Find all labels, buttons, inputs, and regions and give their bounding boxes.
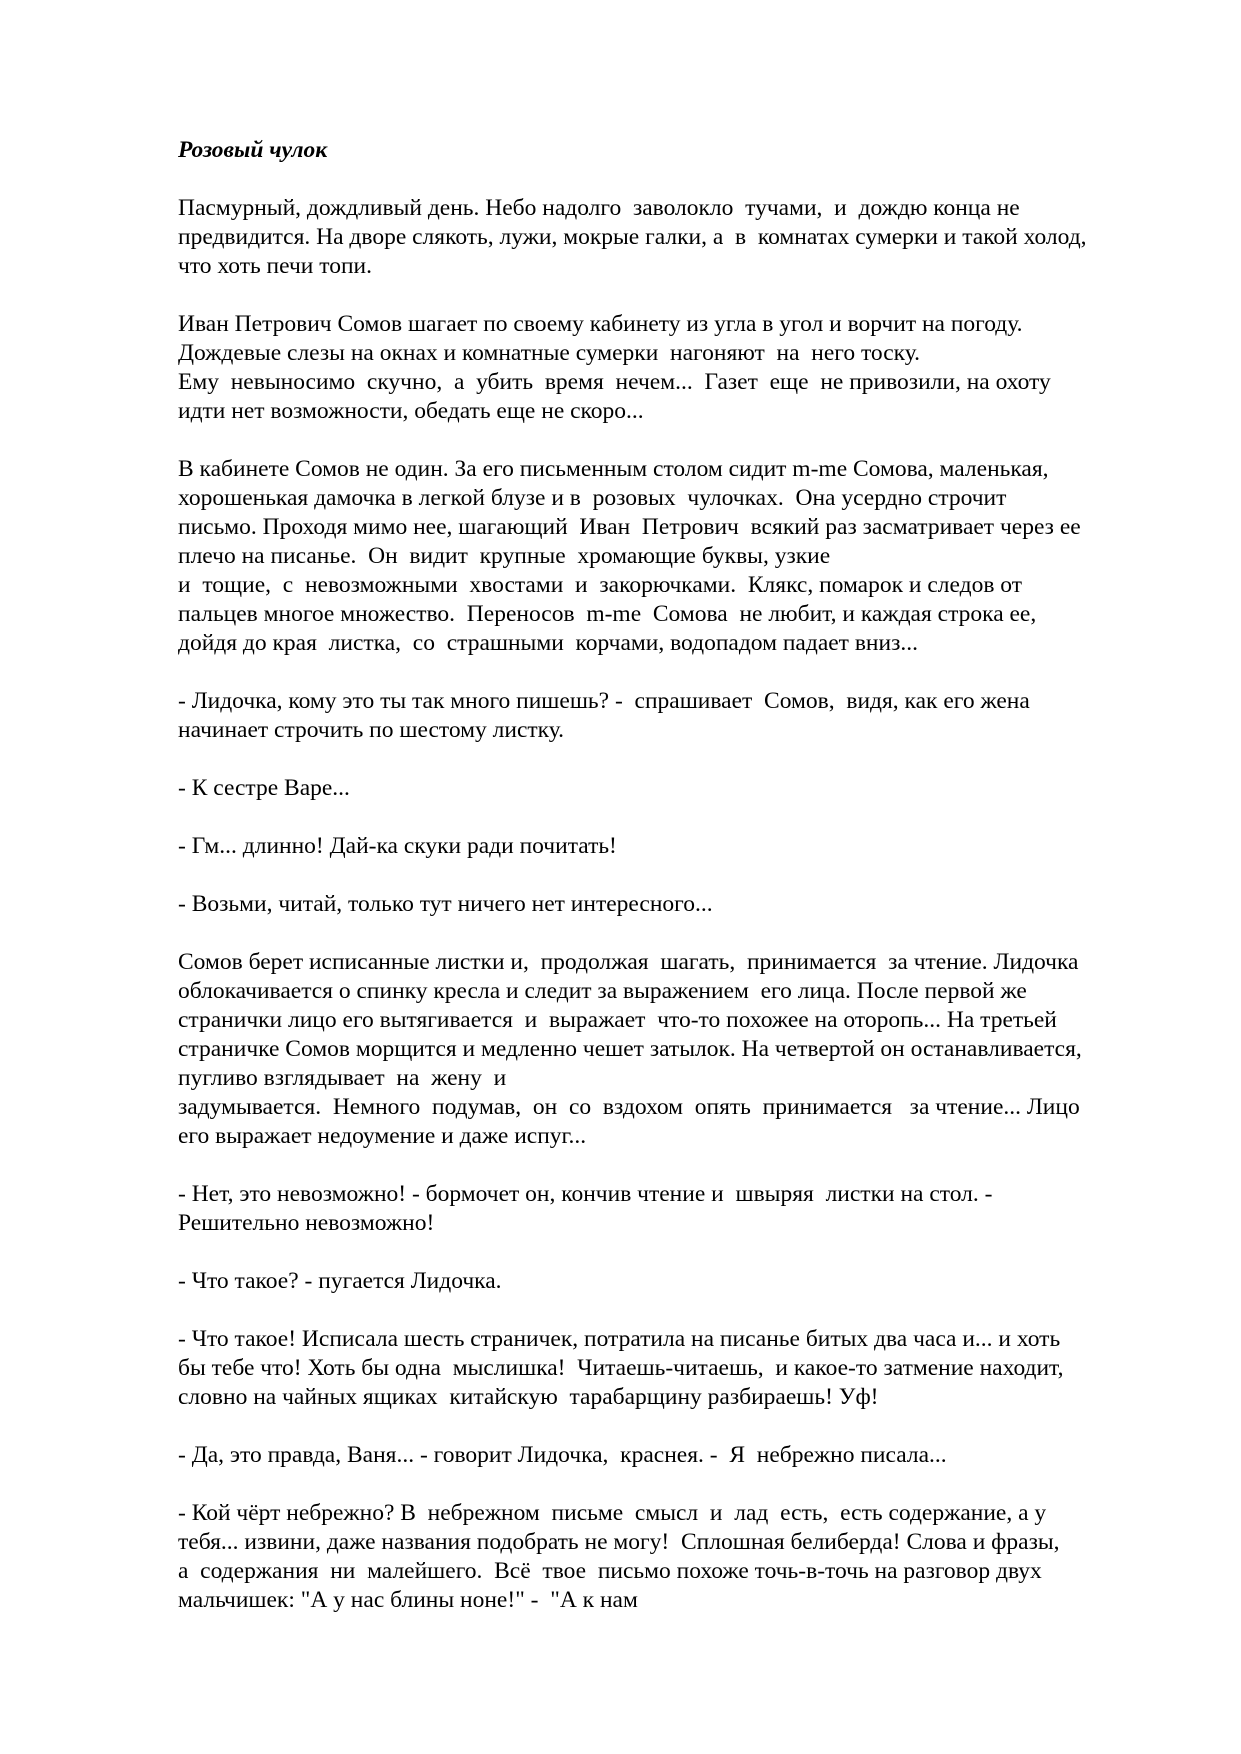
text-line: Дождевые слезы на окнах и комнатные сумерки нагоняют на него тоску.	[178, 340, 921, 366]
text-line: странички лицо его вытягивается и выражает что-то похожее на оторопь... На третьей	[178, 1007, 1057, 1033]
text-line: тебя... извини, даже названия подобрать не могу! Сплошная белиберда! Слова и фразы,	[178, 1529, 1060, 1555]
text-line: - Кой чёрт небрежно? В небрежном письме смысл и лад есть, есть содержание, а у	[178, 1500, 1047, 1526]
paragraph-11	[178, 1325, 1168, 1412]
paragraph-1	[178, 194, 1168, 281]
text-line: - К сестре Варе...	[178, 775, 350, 801]
text-line: начинает строчить по шестому листку.	[178, 717, 565, 743]
story-title: Розовый чулок	[178, 137, 328, 163]
story-text	[178, 136, 1168, 1644]
text-line: - Да, это правда, Ваня... - говорит Лидочка, краснея. - Я небрежно писала...	[178, 1442, 947, 1468]
paragraph-6	[178, 832, 1168, 861]
text-line: Ему невыносимо скучно, а убить время нечем... Газет еще не привозили, на охоту	[178, 369, 1051, 395]
text-line: облокачивается о спинку кресла и следит за выражением его лица. После первой же	[178, 978, 1027, 1004]
text-line: что хоть печи топи.	[178, 253, 372, 279]
text-line: и тощие, с невозможными хвостами и закорючками. Клякс, помарок и следов от	[178, 572, 1023, 598]
paragraph-12	[178, 1441, 1168, 1470]
text-line: пальцев многое множество. Переносов m-me Сомова не любит, и каждая строка ее,	[178, 601, 1037, 627]
text-line: - Лидочка, кому это ты так много пишешь? - спрашивает Сомов, видя, как его жена	[178, 688, 1030, 714]
text-line: - Что такое! Исписала шесть страничек, потратила на писанье битых два часа и... и хоть	[178, 1326, 1061, 1352]
text-line: а содержания ни малейшего. Всё твое письмо похоже точь-в-точь на разговор двух	[178, 1558, 1042, 1584]
text-line: словно на чайных ящиках китайскую тарабарщину разбираешь! Уф!	[178, 1384, 879, 1410]
text-line: Сомов берет исписанные листки и, продолжая шагать, принимается за чтение. Лидочка	[178, 949, 1079, 975]
paragraph-2	[178, 310, 1168, 426]
text-line: Иван Петрович Сомов шагает по своему кабинету из угла в угол и ворчит на погоду.	[178, 311, 1023, 337]
paragraph-13	[178, 1499, 1168, 1615]
text-line: страничке Сомов морщится и медленно чешет затылок. На четвертой он останавливается,	[178, 1036, 1082, 1062]
text-line: письмо. Проходя мимо нее, шагающий Иван Петрович всякий раз засматривает через ее	[178, 514, 1081, 540]
text-line: бы тебе что! Хоть бы одна мыслишка! Читаешь-читаешь, и какое-то затмение находит,	[178, 1355, 1064, 1381]
text-line: его выражает недоумение и даже испуг...	[178, 1123, 587, 1149]
text-line: хорошенькая дамочка в легкой блузе и в розовых чулочках. Она усердно строчит	[178, 485, 1007, 511]
text-line: дойдя до края листка, со страшными корчами, водопадом падает вниз...	[178, 630, 918, 656]
paragraph-7	[178, 890, 1168, 919]
text-line: - Нет, это невозможно! - бормочет он, кончив чтение и швыряя листки на стол. -	[178, 1181, 993, 1207]
text-line: Пасмурный, дождливый день. Небо надолго заволокло тучами, и дождю конца не	[178, 195, 1020, 221]
paragraph-10	[178, 1267, 1168, 1296]
text-line: плечо на писанье. Он видит крупные хромающие буквы, узкие	[178, 543, 831, 569]
paragraph-3	[178, 455, 1168, 658]
text-line: пугливо взглядывает на жену и	[178, 1065, 507, 1091]
text-line: - Что такое? - пугается Лидочка.	[178, 1268, 502, 1294]
text-line: предвидится. На дворе слякоть, лужи, мокрые галки, а в комнатах сумерки и такой холод,	[178, 224, 1087, 250]
paragraph-9	[178, 1180, 1168, 1238]
text-line: задумывается. Немного подумав, он со вздохом опять принимается за чтение... Лицо	[178, 1094, 1080, 1120]
paragraph-5	[178, 774, 1168, 803]
text-line: Решительно невозможно!	[178, 1210, 435, 1236]
paragraph-4	[178, 687, 1168, 745]
text-line: - Гм... длинно! Дай-ка скуки ради почитать!	[178, 833, 617, 859]
text-line: мальчишек: "А у нас блины ноне!" - "А к нам	[178, 1587, 638, 1613]
paragraph-8	[178, 948, 1168, 1151]
text-line: В кабинете Сомов не один. За его письменным столом сидит m-me Сомова, маленькая,	[178, 456, 1049, 482]
text-line: идти нет возможности, обедать еще не скоро...	[178, 398, 644, 424]
text-line: - Возьми, читай, только тут ничего нет интересного...	[178, 891, 713, 917]
